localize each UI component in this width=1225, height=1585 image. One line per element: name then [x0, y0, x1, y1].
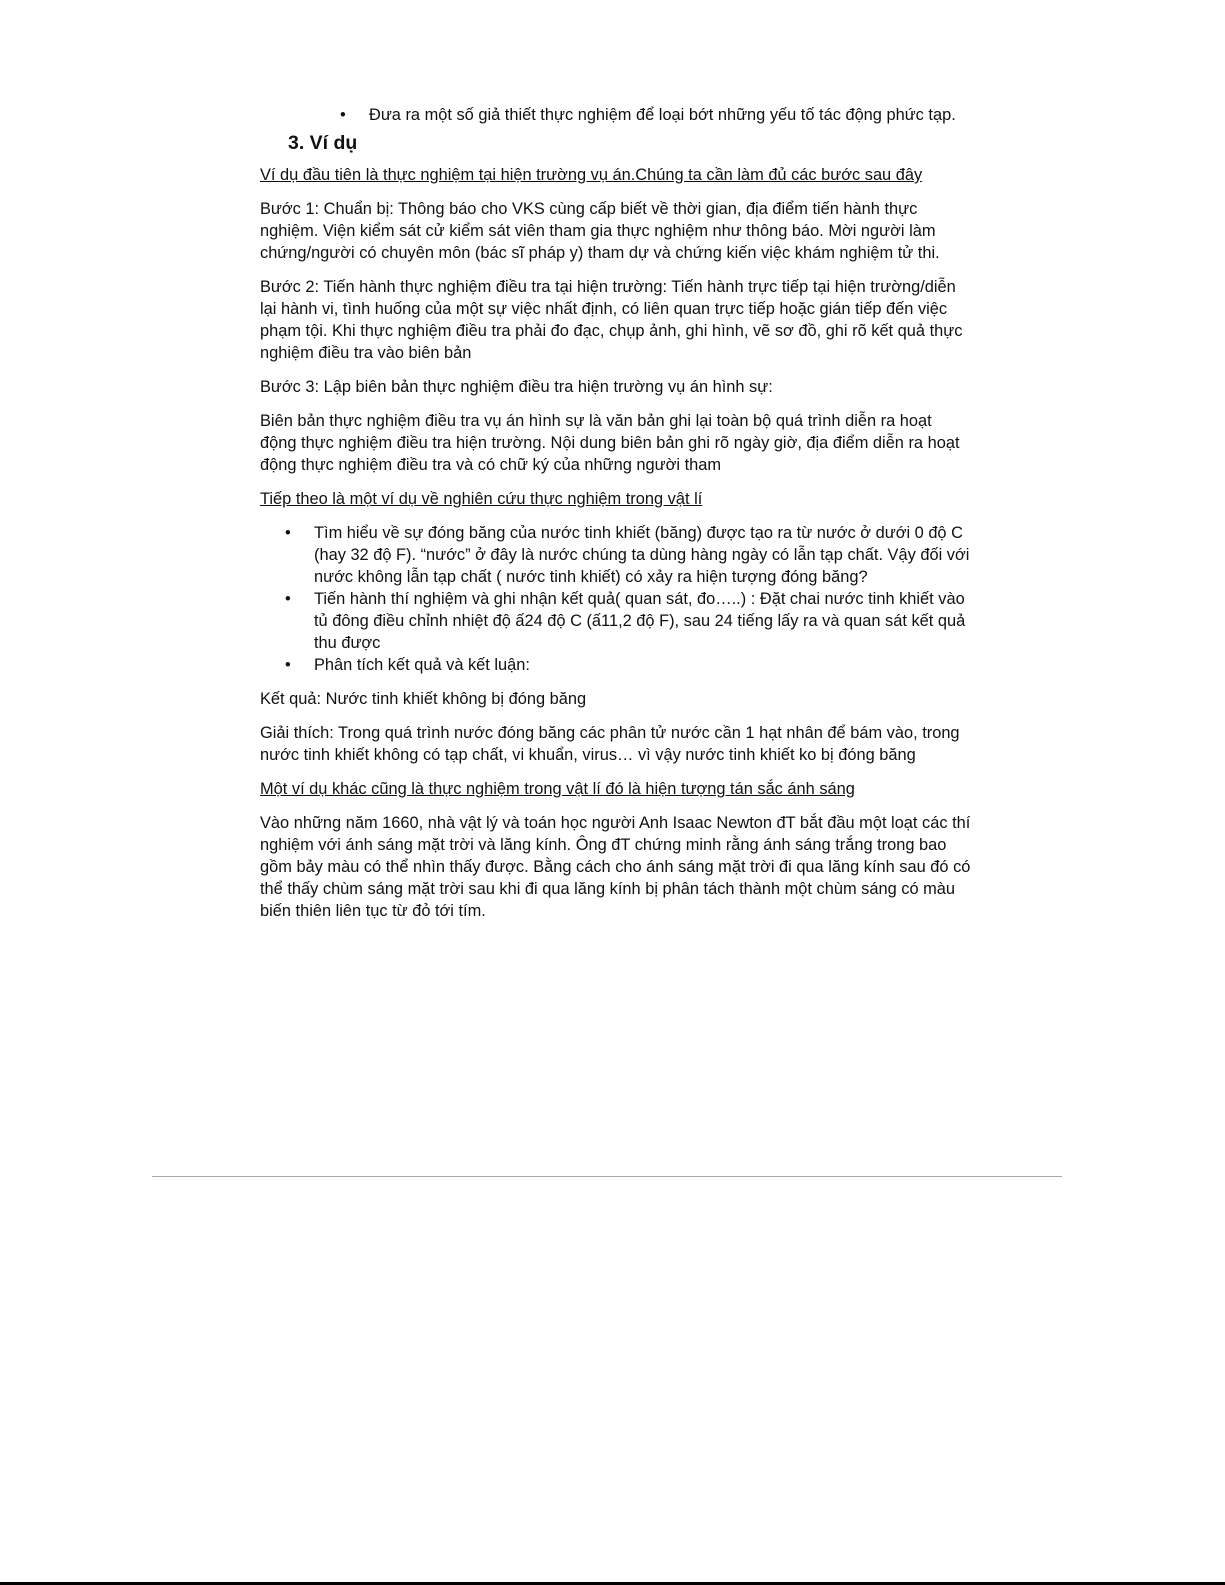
- bullet-marker: •: [285, 524, 291, 542]
- example1-record: Biên bản thực nghiệm điều tra vụ án hình sự là văn bản ghi lại toàn bộ quá trình diễn ra hoạt động thực nghiệm điều tra hiện trường. Nội dung biên bản ghi rõ ngày giờ, địa điểm diễn ra hoạt động thực nghiệm điều tra và có chữ ký của những người tham: [260, 412, 960, 474]
- example2-title: Tiếp theo là một ví dụ về nghiên cứu thực nghiệm trong vật lí: [260, 490, 703, 508]
- list-item-text: Phân tích kết quả và kết luận:: [314, 656, 530, 674]
- example3-body: Vào những năm 1660, nhà vật lý và toán học người Anh Isaac Newton đT bắt đầu một loạt các thí nghiệm với ánh sáng mặt trời và lăng kính. Ông đT chứng minh rằng ánh sáng trắng trong bao gồm bảy màu có thể nhìn thấy được. Bằng cách cho ánh sáng mặt trời đi qua lăng kính sau đó có thể thấy chùm sáng mặt trời sau khi đi qua lăng kính bị phân tách thành một chùm sáng có màu biến thiên liên tục từ đỏ tới tím.: [260, 814, 971, 920]
- example1-step1: Bước 1: Chuẩn bị: Thông báo cho VKS cùng cấp biết về thời gian, địa điểm tiến hành thực nghiệm. Viện kiểm sát cử kiểm sát viên tham gia thực nghiệm như thông báo. Mời người làm chứng/người có chuyên môn (bác sĩ pháp y) tham dự và chứng kiến việc khám nghiệm tử thi.: [260, 200, 940, 262]
- bullet-marker: •: [285, 590, 291, 608]
- example1-step3: Bước 3: Lập biên bản thực nghiệm điều tra hiện trường vụ án hình sự:: [260, 378, 773, 396]
- list-item-text: Tiến hành thí nghiệm và ghi nhận kết quả( quan sát, đo…..) : Đặt chai nước tinh khiết vào tủ đông điều chỉnh nhiệt độ ấ24 độ C (ấ11,2 độ F), sau 24 tiếng lấy ra và quan sát kết quả thu được: [314, 590, 966, 652]
- section-heading: 3. Ví dụ: [288, 132, 358, 154]
- footer-divider: [152, 1176, 1062, 1177]
- intro-bullet: [340, 104, 972, 126]
- example2-bullet-list: [260, 522, 972, 676]
- example1-step2: Bước 2: Tiến hành thực nghiệm điều tra tại hiện trường: Tiến hành trực tiếp tại hiện trường/diễn lại hành vi, tình huống của một sự việc nhất định, có liên quan trực tiếp hoặc gián tiếp đến việc phạm tội. Khi thực nghiệm điều tra phải đo đạc, chụp ảnh, ghi hình, vẽ sơ đồ, ghi rõ kết quả thực nghiệm điều tra vào biên bản: [260, 278, 963, 362]
- example1-title: Ví dụ đầu tiên là thực nghiệm tại hiện trường vụ án.Chúng ta cần làm đủ các bước sau đây: [260, 166, 923, 184]
- list-item-text: Tìm hiểu về sự đóng băng của nước tinh khiết (băng) được tạo ra từ nước ở dưới 0 độ C (hay 32 độ F). “nước” ở đây là nước chúng ta dùng hàng ngày có lẫn tạp chất. Vậy đối với nước không lẫn tạp chất ( nước tinh khiết) có xảy ra hiện tượng đóng băng?: [314, 524, 970, 586]
- example2-explanation: Giải thích: Trong quá trình nước đóng băng các phân tử nước cần 1 hạt nhân để bám vào, trong nước tinh khiết không có tạp chất, vi khuẩn, virus… vì vậy nước tinh khiết ko bị đóng băng: [260, 724, 960, 764]
- example2-result: Kết quả: Nước tinh khiết không bị đóng băng: [260, 690, 587, 708]
- list-item: [285, 522, 972, 588]
- list-item: [285, 588, 972, 654]
- intro-bullet-text: Đưa ra một số giả thiết thực nghiệm để loại bớt những yếu tố tác động phức tạp.: [369, 106, 956, 124]
- example3-title: Một ví dụ khác cũng là thực nghiệm trong vật lí đó là hiện tượng tán sắc ánh sáng: [260, 780, 855, 798]
- page-content: [260, 104, 972, 934]
- bullet-marker: •: [340, 106, 346, 124]
- list-item: [285, 654, 972, 676]
- bullet-marker: •: [285, 656, 291, 674]
